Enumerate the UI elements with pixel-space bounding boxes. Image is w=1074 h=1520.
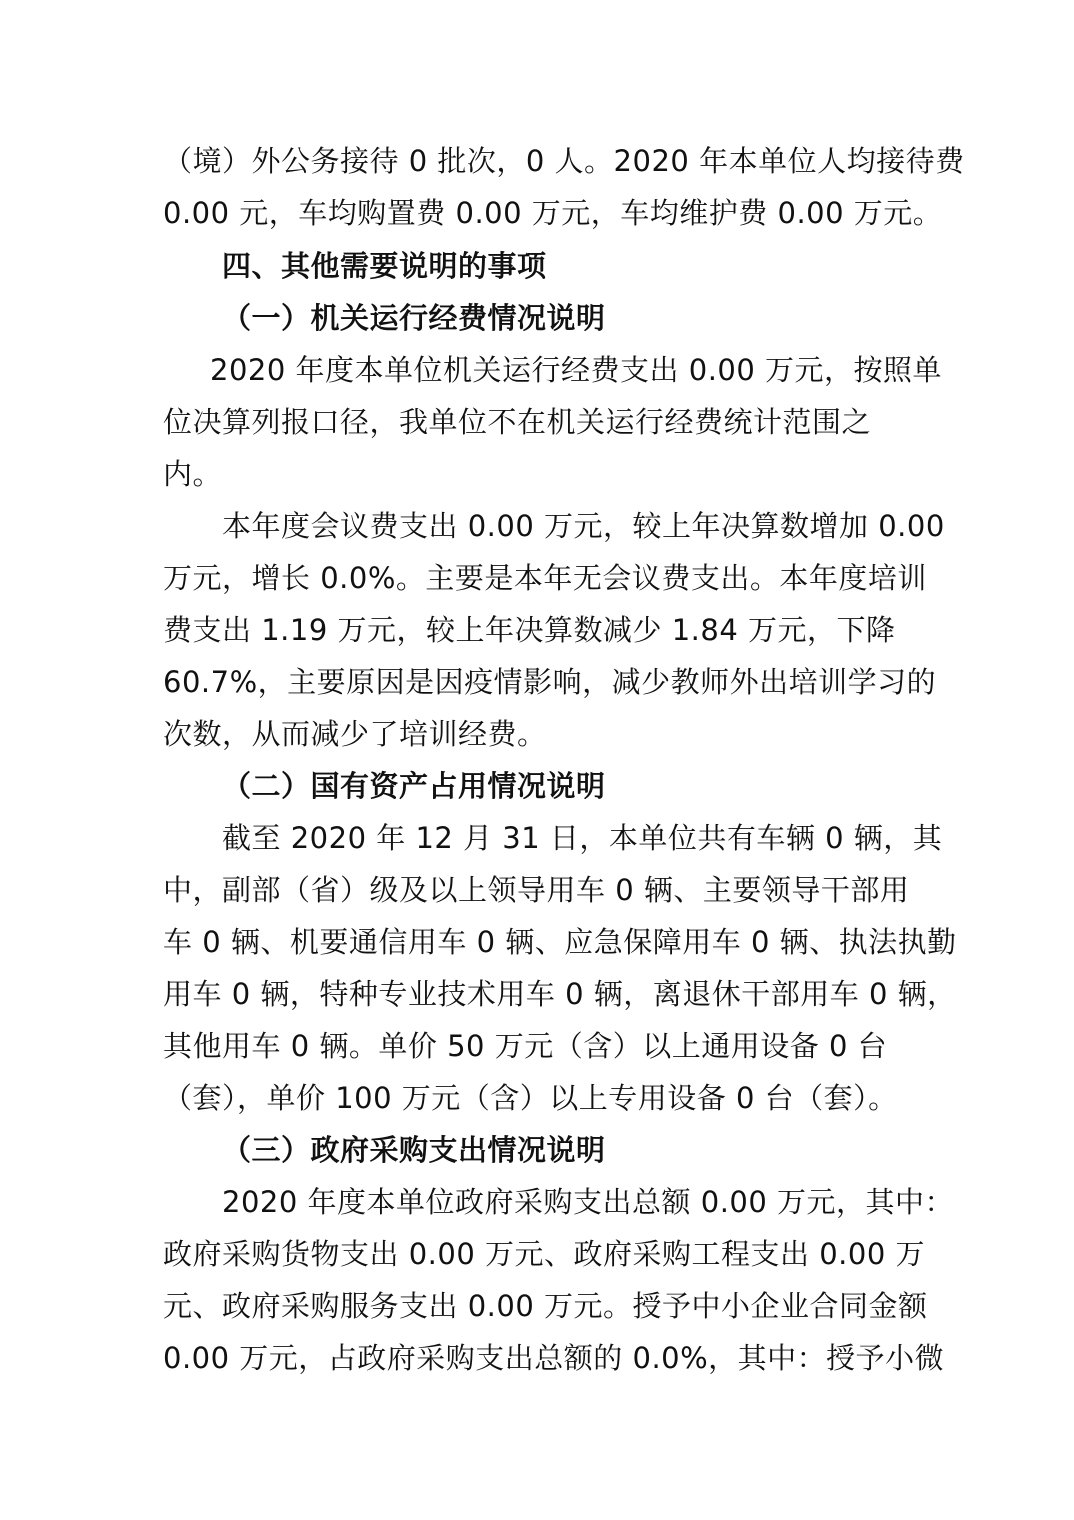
- paragraph-line: 万元，增长 0.0%。主要是本年无会议费支出。本年度培训: [163, 561, 927, 595]
- paragraph-line: 费支出 1.19 万元，较上年决算数减少 1.84 万元，下降: [163, 613, 896, 647]
- paragraph-line: 元、政府采购服务支出 0.00 万元。授予中小企业合同金额: [163, 1289, 928, 1323]
- paragraph-line: 位决算列报口径，我单位不在机关运行经费统计范围之: [163, 405, 872, 439]
- paragraph-line: 2020 年度本单位机关运行经费支出 0.00 万元，按照单: [210, 353, 943, 387]
- paragraph-line: 0.00 元，车均购置费 0.00 万元，车均维护费 0.00 万元。: [163, 196, 943, 230]
- subsection-heading: （二）国有资产占用情况说明: [222, 769, 606, 803]
- paragraph-line: 用车 0 辆，特种专业技术用车 0 辆，离退休干部用车 0 辆，: [163, 977, 957, 1011]
- paragraph-line: （套），单价 100 万元（含）以上专用设备 0 台（套）。: [163, 1081, 898, 1115]
- subsection-heading: （一）机关运行经费情况说明: [222, 301, 606, 335]
- paragraph-line: 0.00 万元，占政府采购支出总额的 0.0%，其中：授予小微: [163, 1341, 945, 1375]
- paragraph-line: 中，副部（省）级及以上领导用车 0 辆、主要领导干部用: [163, 873, 910, 907]
- section-heading: 四、其他需要说明的事项: [222, 249, 547, 283]
- paragraph-line: 2020 年度本单位政府采购支出总额 0.00 万元，其中：: [222, 1185, 955, 1219]
- paragraph-line: 截至 2020 年 12 月 31 日，本单位共有车辆 0 辆，其: [222, 821, 943, 855]
- subsection-heading: （三）政府采购支出情况说明: [222, 1133, 606, 1167]
- paragraph-line: 车 0 辆、机要通信用车 0 辆、应急保障用车 0 辆、执法执勤: [163, 925, 957, 959]
- paragraph-line: 次数，从而减少了培训经费。: [163, 717, 547, 751]
- paragraph-line: 政府采购货物支出 0.00 万元、政府采购工程支出 0.00 万: [163, 1237, 926, 1271]
- paragraph-line: （境）外公务接待 0 批次，0 人。2020 年本单位人均接待费: [163, 144, 965, 178]
- paragraph-line: 内。: [163, 457, 223, 491]
- paragraph-line: 本年度会议费支出 0.00 万元，较上年决算数增加 0.00: [222, 509, 945, 543]
- paragraph-line: 60.7%，主要原因是因疫情影响，减少教师外出培训学习的: [163, 665, 937, 699]
- paragraph-line: 其他用车 0 辆。单价 50 万元（含）以上通用设备 0 台: [163, 1029, 888, 1063]
